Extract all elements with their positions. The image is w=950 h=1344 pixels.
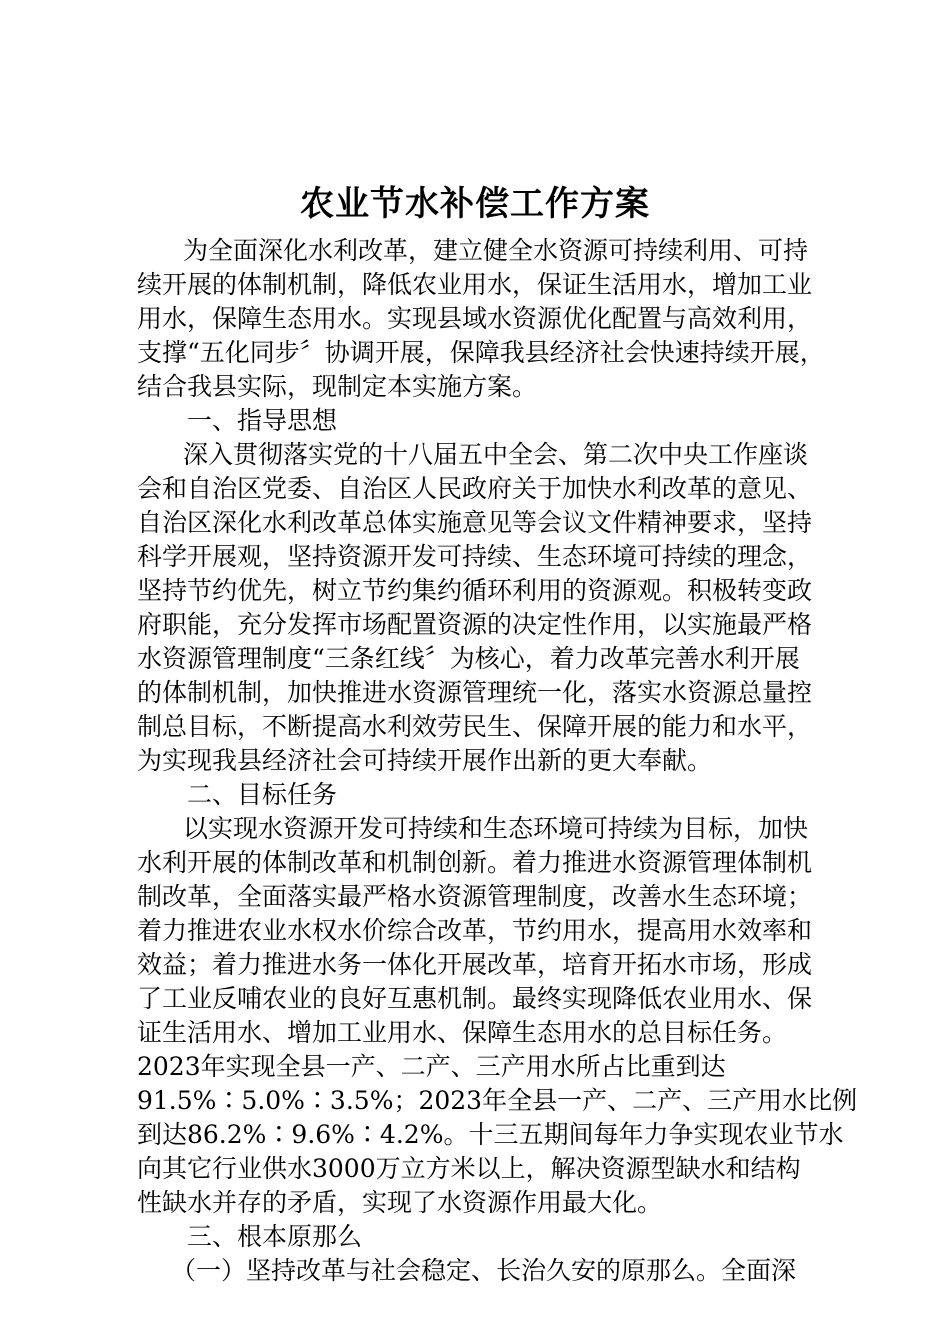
paragraph-line: 效益；着力推进水务一体化开展改革，培育开拓水市场，形成 [137,950,813,979]
paragraph-line: 水资源管理制度“三条红线〞为核心，着力改革完善水利开展 [137,644,800,673]
paragraph-line: 向其它行业供水3000万立方米以上，解决资源型缺水和结构 [137,1154,801,1183]
document-body [137,234,858,1288]
paragraph-line: 用水，保障生态用水。实现县域水资源优化配置与高效利用， [137,304,813,333]
paragraph-line: 坚持节约优先，树立节约集约循环利用的资源观。积极转变政 [137,576,813,605]
paragraph-line: 制总目标，不断提高水利效劳民生、保障开展的能力和水平， [137,712,813,741]
paragraph-line: 深入贯彻落实党的十八届五中全会、第二次中央工作座谈 [183,440,809,469]
paragraph-line: 到达86.2%∶9.6%∶4.2%。十三五期间每年力争实现农业节水 [137,1120,844,1149]
paragraph-line: 科学开展观，坚持资源开发可持续、生态环境可持续的理念， [137,542,813,571]
paragraph-line: 性缺水并存的矛盾，实现了水资源作用最大化。 [137,1188,663,1217]
paragraph-line: 2023年实现全县一产、二产、三产用水所占比重到达 [137,1052,726,1081]
paragraph-line: 府职能，充分发挥市场配置资源的决定性作用，以实施最严格 [137,610,813,639]
paragraph-line: 着力推进农业水权水价综合改革，节约用水，提高用水效率和 [137,916,813,945]
paragraph-line: 续开展的体制机制，降低农业用水，保证生活用水，增加工业 [137,270,813,299]
paragraph-line: 了工业反哺农业的良好互惠机制。最终实现降低农业用水、保 [137,984,813,1013]
section-heading: 一、指导思想 [187,406,338,435]
section-heading: 三、根本原那么 [187,1222,363,1251]
paragraph-line: 以实现水资源开发可持续和生态环境可持续为目标，加快 [183,814,809,843]
paragraph-line: 为全面深化水利改革，建立健全水资源可持续利用、可持 [183,236,809,265]
paragraph-line: 制改革，全面落实最严格水资源管理制度，改善水生态环境； [137,882,813,911]
paragraph-line: 证生活用水、增加工业用水、保障生态用水的总目标任务。 [137,1018,788,1047]
paragraph-line: 的体制机制，加快推进水资源管理统一化，落实水资源总量控 [137,678,813,707]
paragraph-line: 会和自治区党委、自治区人民政府关于加快水利改革的意见、 [137,474,813,503]
paragraph-line: （一）坚持改革与社会稳定、长治久安的原那么。全面深 [171,1256,797,1285]
paragraph-line: 为实现我县经济社会可持续开展作出新的更大奉献。 [137,746,713,775]
section-heading: 二、目标任务 [187,780,338,809]
document-title: 农业节水补偿工作方案 [300,184,650,224]
paragraph-line: 支撑“五化同步〞协调开展，保障我县经济社会快速持续开展， [137,338,825,367]
paragraph-line: 91.5%∶5.0%∶3.5%；2023年全县一产、二产、三产用水比例 [137,1086,858,1115]
paragraph-line: 结合我县实际，现制定本实施方案。 [137,372,538,401]
paragraph-line: 水利开展的体制改革和机制创新。着力推进水资源管理体制机 [137,848,813,877]
paragraph-line: 自治区深化水利改革总体实施意见等会议文件精神要求，坚持 [137,508,813,537]
